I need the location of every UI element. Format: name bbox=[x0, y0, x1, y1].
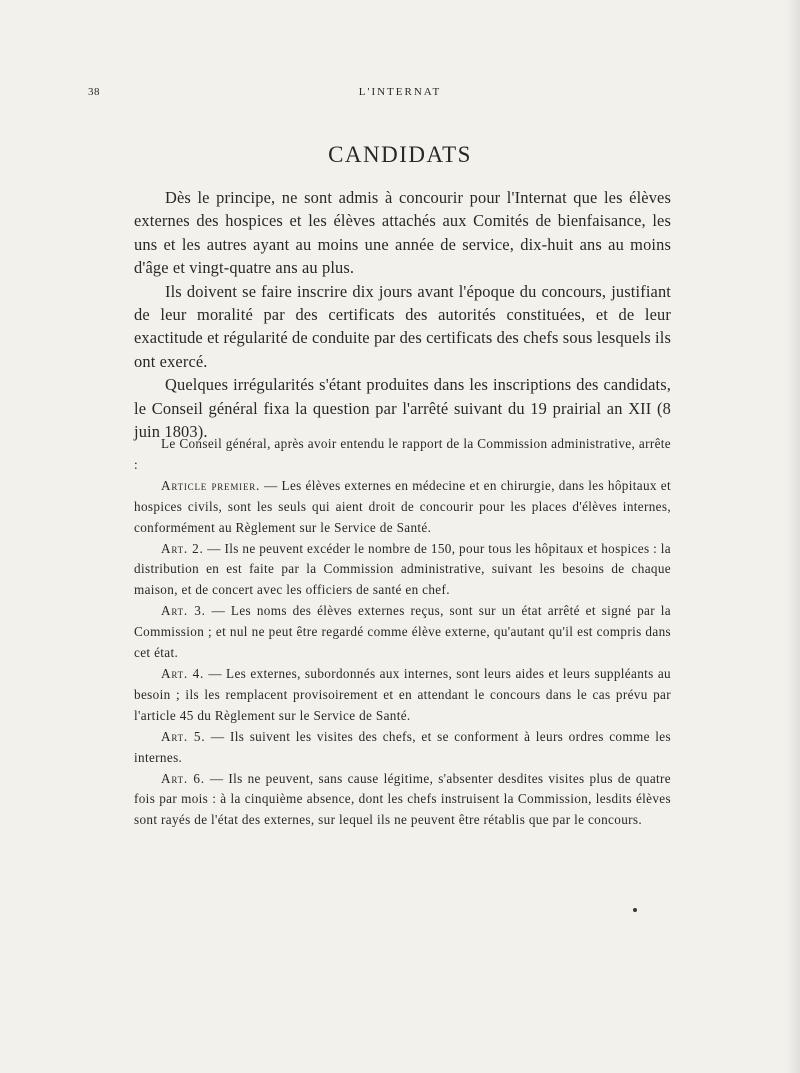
article-label: Art. 4. bbox=[161, 665, 205, 681]
article-5 bbox=[134, 727, 671, 769]
article-label: Art. 2. bbox=[161, 540, 204, 556]
paragraph-decree-intro: Quelques irrégularités s'étant produites dans les inscriptions des candidats, le Conseil général fixa la question par l'arrêté suivant du 19 prairial an XII (8 juin 1803). bbox=[134, 375, 671, 442]
running-head bbox=[0, 86, 800, 102]
article-text: — Les élèves externes en médecine et en chirurgie, dans les hôpitaux et hospices civils, sont les seuls qui aient droit de concourir pour les places d'élèves internes, conformément au Règlement sur le Service de Santé. bbox=[134, 477, 671, 535]
ink-speck bbox=[633, 908, 637, 912]
running-title: L'INTERNAT bbox=[358, 86, 442, 98]
article-3 bbox=[134, 601, 671, 664]
section-title: CANDIDATS bbox=[328, 142, 472, 167]
article-label: Art. 3. bbox=[161, 603, 206, 619]
article-label: Art. 6. bbox=[161, 770, 205, 786]
article-label: Art. 5. bbox=[161, 728, 206, 744]
page-number: 38 bbox=[88, 86, 100, 98]
article-1 bbox=[134, 476, 671, 539]
article-text: — Ils suivent les visites des chefs, et se conforment à leurs ordres comme les internes. bbox=[134, 728, 671, 765]
paragraph-eligibility: Dès le principe, ne sont admis à concourir pour l'Internat que les élèves externes des hospices et les élèves attachés aux Comités de bienfaisance, les uns et les autres ayant au moins une année de service, dix-huit ans au moins d'âge et vingt-quatre ans au plus. bbox=[134, 188, 671, 278]
article-text: — Les externes, subordonnés aux internes, sont leurs aides et leurs suppléants au besoin ; ils les remplacent provisoirement et en attendant le concours dans le cas prévu par l'article 45 du Règlement sur le Service de Santé. bbox=[134, 665, 671, 723]
decree-preamble: Le Conseil général, après avoir entendu le rapport de la Commission administrative, arrête : bbox=[134, 436, 671, 472]
article-text: — Ils ne peuvent, sans cause légitime, s'absenter desdites visites plus de quatre fois par mois : à la cinquième absence, dont les chefs instruisent la Commission, lesdits élèves sont rayés de l'état des externes, sur lequel ils ne peuvent être rétablis que par le concours. bbox=[134, 770, 671, 828]
article-label: Article premier. bbox=[161, 477, 261, 493]
article-text: — Ils ne peuvent excéder le nombre de 150, pour tous les hôpitaux et hospices : la distribution en est faite par la Commission administrative, suivant les besoins de chaque maison, et de concert avec les officiers de santé en chef. bbox=[134, 540, 671, 598]
article-2 bbox=[134, 539, 671, 602]
article-text: — Les noms des élèves externes reçus, sont sur un état arrêté et signé par la Commission ; et nul ne peut être regardé comme élève externe, qu'autant qu'il est compris dans cet état. bbox=[134, 603, 671, 661]
article-6 bbox=[134, 769, 671, 832]
decree-text bbox=[134, 434, 671, 831]
paragraph-registration: Ils doivent se faire inscrire dix jours avant l'époque du concours, justifiant de leur moralité par des certificats des autorités constituées, et de leur exactitude et régularité de conduite par des certificats des chefs sous lesquels ils ont exercé. bbox=[134, 281, 671, 371]
body-text bbox=[134, 186, 671, 443]
article-4 bbox=[134, 664, 671, 727]
